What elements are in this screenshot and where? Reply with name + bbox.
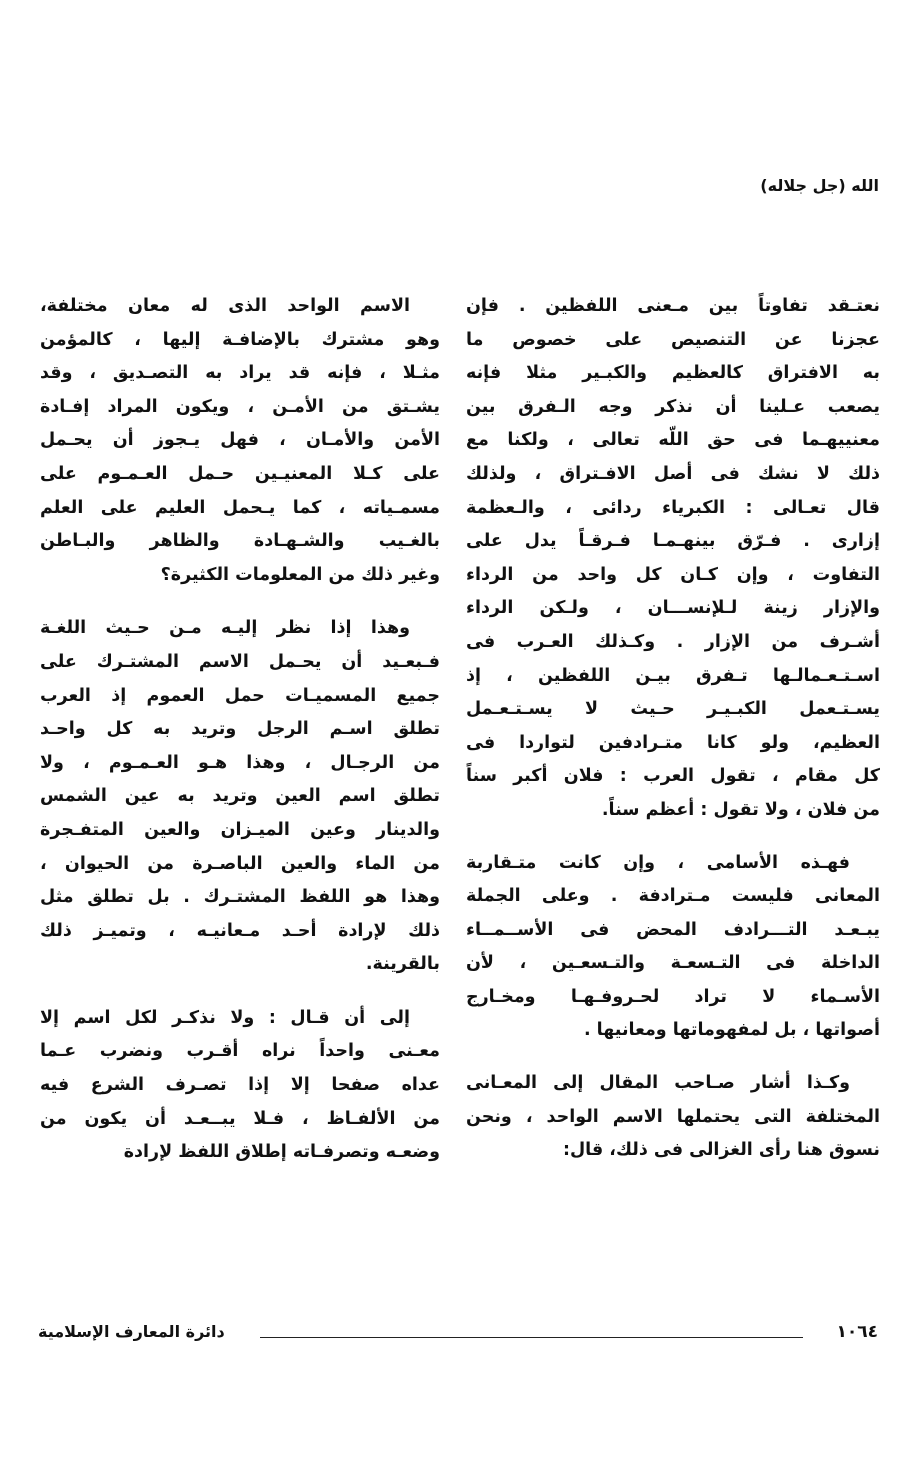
publication-title: دائرة المعارف الإسلامية	[38, 1322, 225, 1341]
text-line: ذلك لإرادة أحـد مـعانيـه ، وتميـز ذلك	[40, 920, 440, 941]
footer-rule	[260, 1337, 803, 1338]
text-line: يشـتق من الأمـن ، ويكون المراد إفـادة	[40, 396, 440, 417]
left-column	[40, 290, 440, 1190]
text-line: معنييهـما فى حق اللّه تعالى ، ولكنا مع	[466, 430, 880, 451]
page-number: ١٠٦٤	[836, 1322, 878, 1342]
text-line: وهذا هو اللفظ المشتـرك . بل تطلق مثل	[40, 887, 440, 908]
text-line: من الرجـال ، وهذا هـو العـمـوم ، ولا	[40, 752, 440, 773]
paragraph	[40, 1002, 440, 1170]
running-header: الله (جل جلاله)	[760, 176, 879, 195]
text-line: ذلك لا نشك فى أصل الافـتراق ، ولذلك	[466, 463, 880, 484]
text-line: الأسـماء لا تراد لحـروفـهـا ومخـارج	[466, 986, 880, 1007]
text-line: إلى أن قـال : ولا نذكـر لكل اسم إلا	[40, 1007, 410, 1028]
text-line: المختلفة التى يحتملها الاسم الواحد ، ونحن	[466, 1106, 880, 1127]
text-line: يصعب عـلينا أن نذكر وجه الـفرق بين	[466, 396, 880, 417]
paragraph	[40, 612, 440, 982]
text-line: أشـرف من الإزار . وكـذلك العـرب فى	[466, 631, 880, 652]
paragraph	[40, 290, 440, 592]
text-line: بالقرينة.	[365, 954, 440, 975]
text-line: عجزنا عن التنصيص على خصوص ما	[466, 329, 880, 350]
text-line: معـنى واحداً نراه أقـرب ونضرب عـما	[40, 1041, 440, 1062]
right-column	[466, 290, 880, 1187]
text-line: من الألفـاظ ، فـلا يبــعـد أن يكون من	[40, 1108, 440, 1129]
text-line: بالغـيب والشـهـادة والظاهر والبـاطن	[40, 531, 440, 552]
text-line: به الافتراق كالعظيم والكبـير مثلا فإنه	[466, 363, 880, 384]
text-line: من الماء والعين الباصـرة من الحيوان ،	[40, 853, 440, 874]
text-line: وهو مشترك بالإضافـة إليها ، كالمؤمن	[40, 329, 440, 350]
text-line: كل مقام ، تقول العرب : فلان أكبر سناً	[466, 766, 880, 787]
text-line: نعتـقد تفاوتاً بين مـعنى اللفظين . فإن	[466, 296, 880, 316]
text-line: وهذا إذا نظر إليـه مـن حـيث اللغـة	[40, 618, 410, 639]
text-line: والدينار وعين الميـزان والعين المتفـجرة	[40, 819, 440, 840]
paragraph	[466, 847, 880, 1049]
text-line: جميع المسميـات حمل العموم إذ العرب	[40, 685, 440, 706]
text-line: العظيم، ولو كانا متـرادفين لتواردا فى	[466, 732, 880, 753]
text-line: وكـذا أشار صـاحب المقال إلى المعـانى	[466, 1073, 850, 1094]
text-line: من فلان ، ولا تقول : أعظم سناً.	[601, 799, 880, 820]
text-line: وضعـه وتصرفـاته إطلاق اللفظ لإرادة	[123, 1142, 440, 1163]
text-line: تطلق اسـم الرجل وتريد به كل واحـد	[40, 719, 440, 740]
text-line: مثـلا ، فإنه قد يراد به التصـديق ، وقد	[40, 363, 440, 384]
text-line: نسوق هنا رأى الغزالى فى ذلك، قال:	[563, 1140, 880, 1161]
text-line: فهـذه الأسامى ، وإن كانت متـقاربة	[466, 852, 850, 873]
page-footer	[38, 1322, 878, 1350]
text-line: الداخلة فى التـسعـة والتـسعـين ، لأن	[466, 953, 880, 974]
text-line: يسـتـعمل الكبـيـر حـيث لا يسـتـعـمل	[466, 699, 880, 720]
text-line: تطلق اسم العين وتريد به عين الشمس	[40, 786, 440, 807]
text-line: اسـتـعـمالـها تـفرق بيـن اللفظين ، إذ	[466, 665, 880, 686]
text-line: الأمن والأمـان ، فهل يـجوز أن يحـمل	[40, 430, 440, 451]
paragraph	[466, 290, 880, 828]
text-line: يبـعـد التـــرادف المحض فى الأســمــاء	[466, 919, 880, 940]
text-line: إزارى . فـرّق بينهـمـا فـرقـاً يدل على	[466, 531, 880, 552]
text-line: أصواتها ، بل لمفهوماتها ومعانيها .	[583, 1020, 880, 1041]
paragraph	[466, 1067, 880, 1168]
text-line: وغير ذلك من المعلومات الكثيرة؟	[160, 564, 440, 585]
text-line: على كـلا المعنيـين حـمل العـمـوم على	[40, 463, 440, 484]
text-line: فـبعـيد أن يحـمل الاسم المشتـرك على	[40, 651, 440, 672]
text-line: التفاوت ، وإن كـان كل واحد من الرداء	[466, 564, 880, 585]
text-line: عداه صفحا إلا إذا تصـرف الشرع فيه	[40, 1075, 440, 1096]
text-line: المعانى فليست مـترادفة . وعلى الجملة	[466, 886, 880, 907]
text-line: قال تعـالى : الكبرياء ردائى ، والـعظمة	[466, 497, 880, 518]
text-line: والإزار زينة لـلإنســـان ، ولـكن الرداء	[466, 598, 880, 619]
text-line: الاسم الواحد الذى له معان مختلفة،	[40, 296, 410, 316]
text-line: مسمـياته ، كما يـحمل العليم على العلم	[40, 497, 440, 518]
